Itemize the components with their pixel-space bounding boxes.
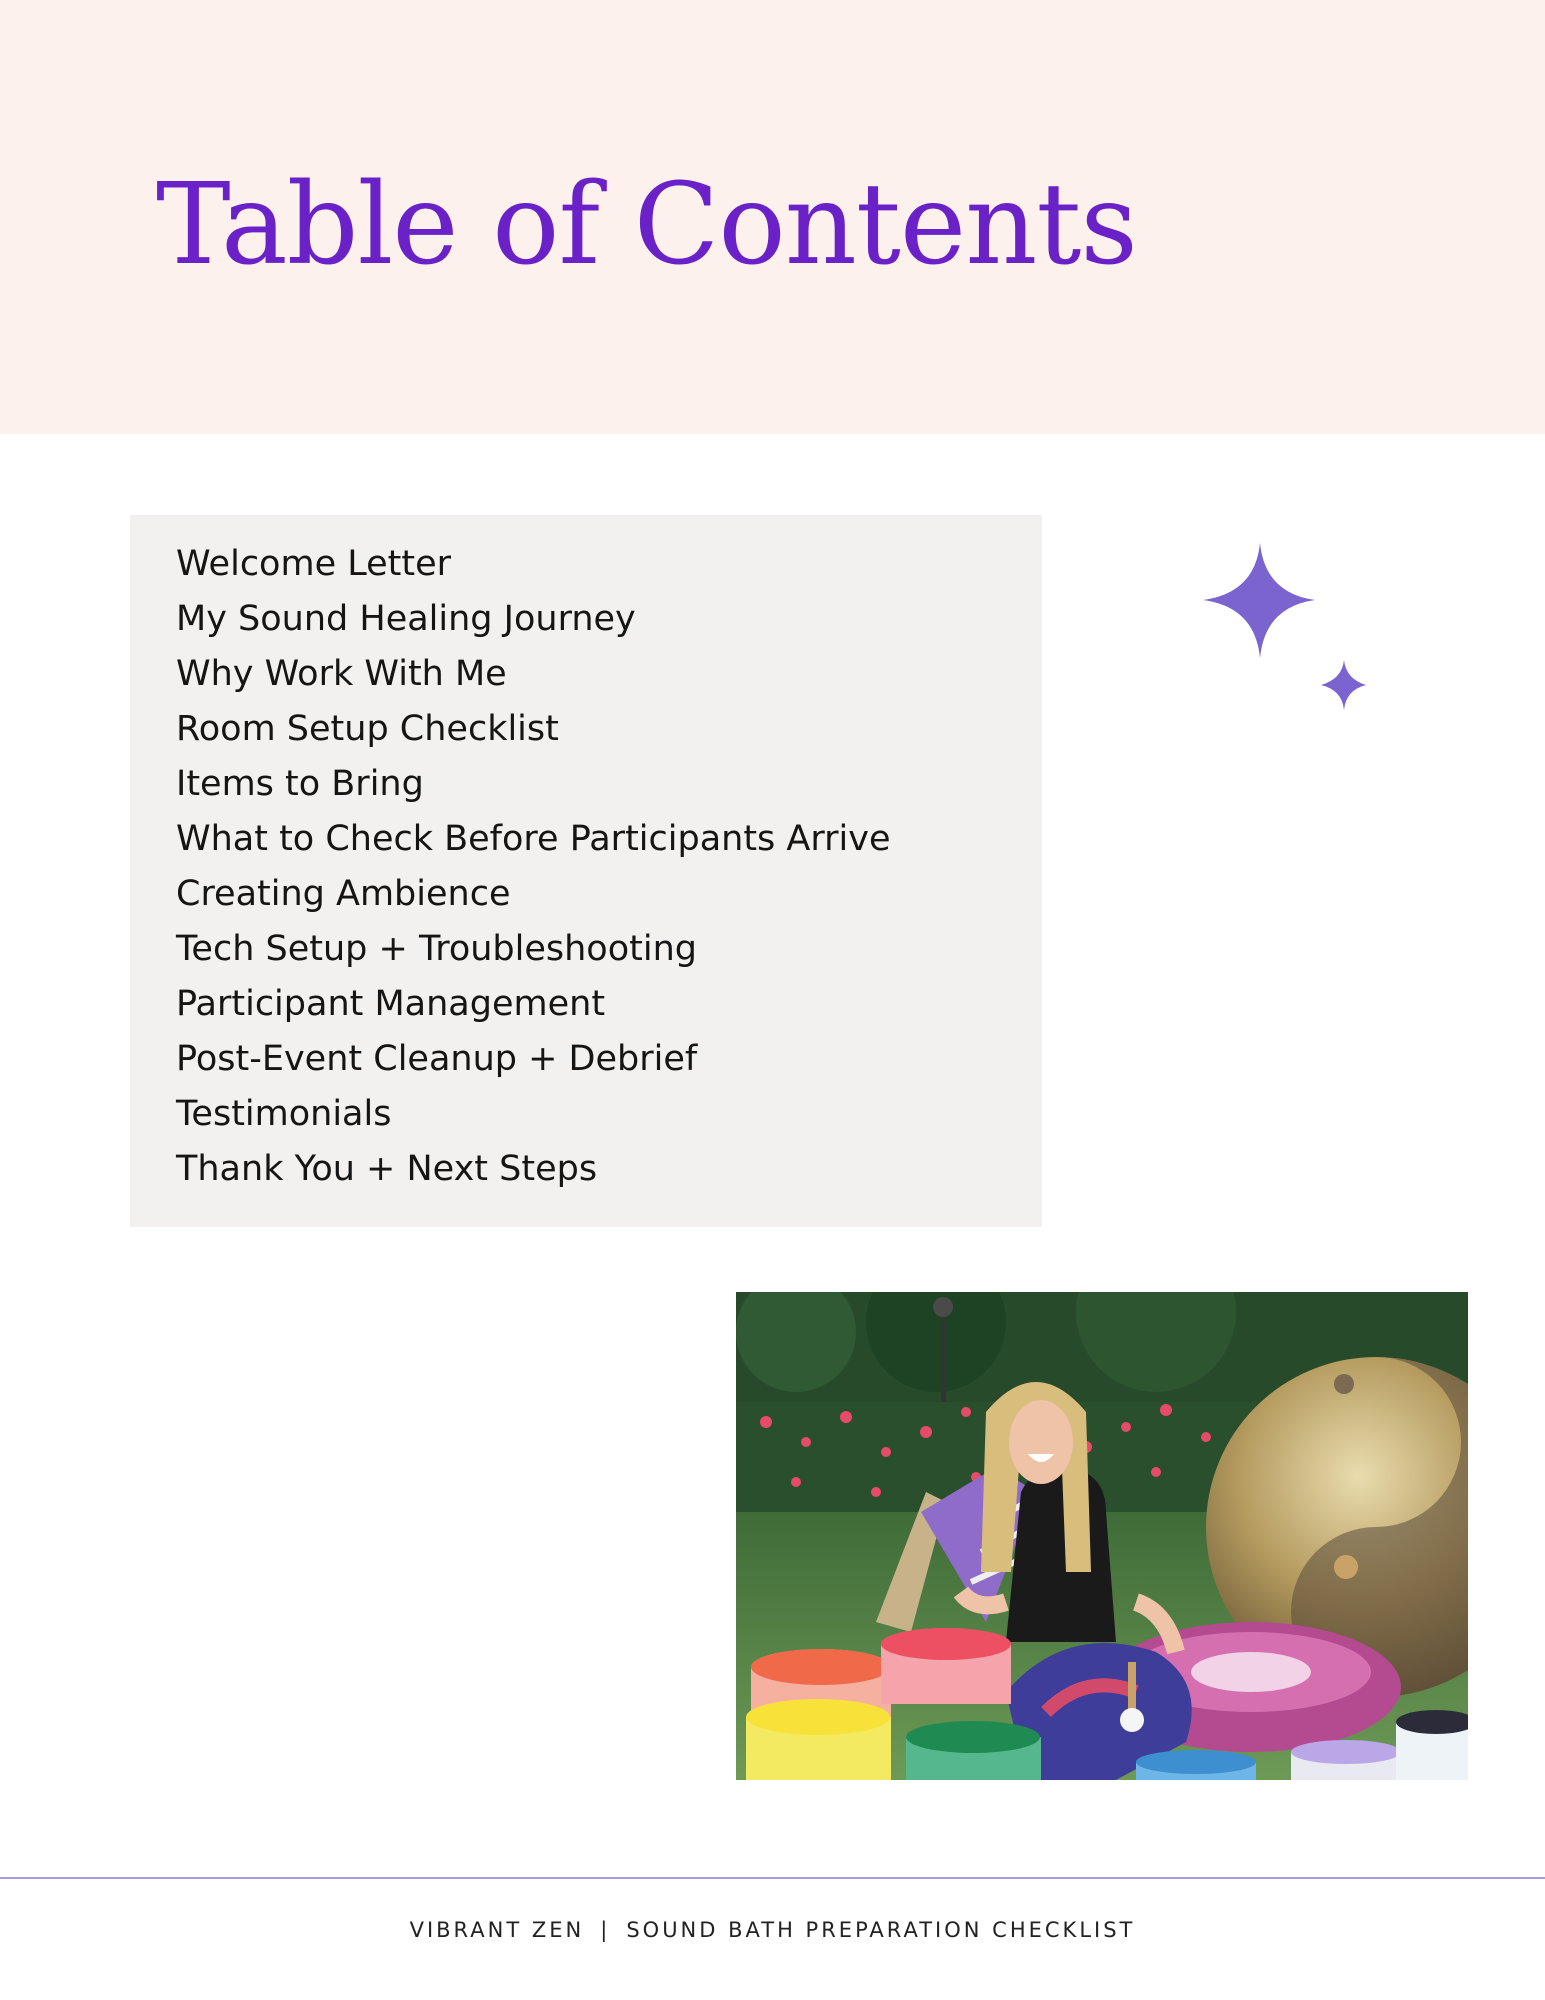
toc-item-post-event-cleanup[interactable]: Post-Event Cleanup + Debrief <box>176 1039 698 1079</box>
toc-item-room-setup-checklist[interactable]: Room Setup Checklist <box>176 709 559 749</box>
toc-item-creating-ambience[interactable]: Creating Ambience <box>176 874 511 914</box>
sound-bath-photo <box>736 1292 1468 1780</box>
toc-item-welcome-letter[interactable]: Welcome Letter <box>176 544 452 584</box>
footer <box>0 1918 1545 1942</box>
header-band <box>0 0 1545 434</box>
footer-brand: VIBRANT ZEN <box>409 1918 585 1942</box>
footer-doc-title: SOUND BATH PREPARATION CHECKLIST <box>626 1918 1136 1942</box>
footer-separator: | <box>600 1918 611 1942</box>
sparkle-icon <box>1195 538 1375 713</box>
table-of-contents <box>130 515 1042 1227</box>
toc-item-participant-management[interactable]: Participant Management <box>176 984 606 1024</box>
toc-item-sound-healing-journey[interactable]: My Sound Healing Journey <box>176 599 636 639</box>
page-title: Table of Contents <box>156 160 1137 290</box>
toc-item-items-to-bring[interactable]: Items to Bring <box>176 764 424 804</box>
toc-list <box>176 537 891 1197</box>
toc-item-why-work-with-me[interactable]: Why Work With Me <box>176 654 507 694</box>
toc-item-testimonials[interactable]: Testimonials <box>176 1094 392 1134</box>
toc-item-thank-you[interactable]: Thank You + Next Steps <box>176 1149 598 1189</box>
footer-divider <box>0 1877 1545 1879</box>
toc-item-tech-setup[interactable]: Tech Setup + Troubleshooting <box>176 929 697 969</box>
toc-item-what-to-check[interactable]: What to Check Before Participants Arrive <box>176 819 891 859</box>
